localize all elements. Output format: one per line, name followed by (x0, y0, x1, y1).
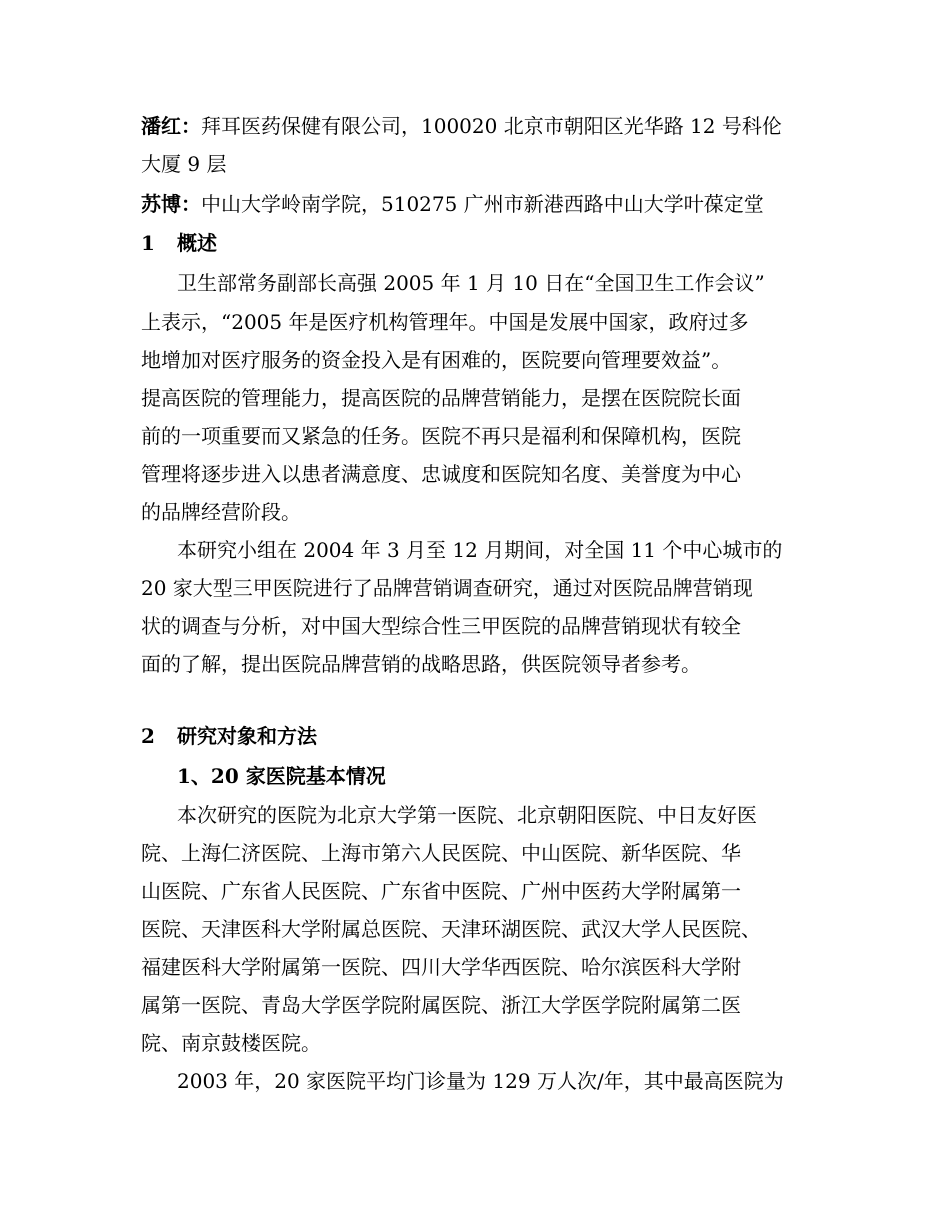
section-heading (141, 717, 317, 755)
paragraph-line: 前的一项重要而又紧急的任务。医院不再只是福利和保障机构，医院 (141, 424, 741, 448)
section-title: 概述 (177, 231, 217, 255)
paragraph-line: 本次研究的医院为北京大学第一医院、北京朝阳医院、中日友好医 (177, 803, 757, 827)
paragraph-line: 属第一医院、青岛大学医学院附属医院、浙江大学医学院附属第二医 (141, 993, 741, 1017)
paragraph-line: 状的调查与分析，对中国大型综合性三甲医院的品牌营销现状有较全 (141, 614, 741, 638)
paragraph-line: 面的了解，提出医院品牌营销的战略思路，供医院领导者参考。 (141, 652, 701, 676)
paragraph-line: 提高医院的管理能力，提高医院的品牌营销能力，是摆在医院院长面 (141, 386, 741, 410)
author-name: 潘红： (141, 114, 201, 138)
author-line (141, 185, 764, 223)
paragraph-line: 管理将逐步进入以患者满意度、忠诚度和医院知名度、美誉度为中心 (141, 462, 741, 486)
paragraph-line: 院、南京鼓楼医院。 (141, 1031, 321, 1055)
paragraph-line: 本研究小组在 2004 年 3 月至 12 月期间，对全国 11 个中心城市的 (177, 538, 783, 562)
author-name: 苏博： (141, 192, 201, 216)
section-heading (141, 224, 217, 262)
section-title: 研究对象和方法 (177, 724, 317, 748)
author-affiliation: 中山大学岭南学院，510275 广州市新港西路中山大学叶葆定堂 (201, 192, 764, 216)
paragraph-line: 福建医科大学附属第一医院、四川大学华西医院、哈尔滨医科大学附 (141, 955, 741, 979)
author-affiliation-continued: 大厦 9 层 (141, 152, 227, 176)
subsection-heading: 1、20 家医院基本情况 (177, 764, 386, 788)
section-number: 1 (141, 231, 155, 255)
paragraph-line: 医院、天津医科大学附属总医院、天津环湖医院、武汉大学人民医院、 (141, 917, 761, 941)
paragraph-line: 2003 年，20 家医院平均门诊量为 129 万人次/年，其中最高医院为 (177, 1069, 784, 1093)
paragraph-line: 山医院、广东省人民医院、广东省中医院、广州中医药大学附属第一 (141, 879, 741, 903)
section-number: 2 (141, 724, 155, 748)
author-line (141, 107, 782, 145)
paragraph-line: 卫生部常务副部长高强 2005 年 1 月 10 日在“全国卫生工作会议” (177, 271, 765, 295)
paragraph-line: 的品牌经营阶段。 (141, 500, 301, 524)
paragraph-line: 20 家大型三甲医院进行了品牌营销调查研究，通过对医院品牌营销现 (141, 576, 753, 600)
paragraph-line: 院、上海仁济医院、上海市第六人民医院、中山医院、新华医院、华 (141, 841, 741, 865)
paragraph-line: 上表示，“2005 年是医疗机构管理年。中国是发展中国家，政府过多 (141, 310, 749, 334)
author-affiliation: 拜耳医药保健有限公司，100020 北京市朝阳区光华路 12 号科伦 (201, 114, 782, 138)
paragraph-line: 地增加对医疗服务的资金投入是有困难的，医院要向管理要效益”。 (141, 348, 732, 372)
